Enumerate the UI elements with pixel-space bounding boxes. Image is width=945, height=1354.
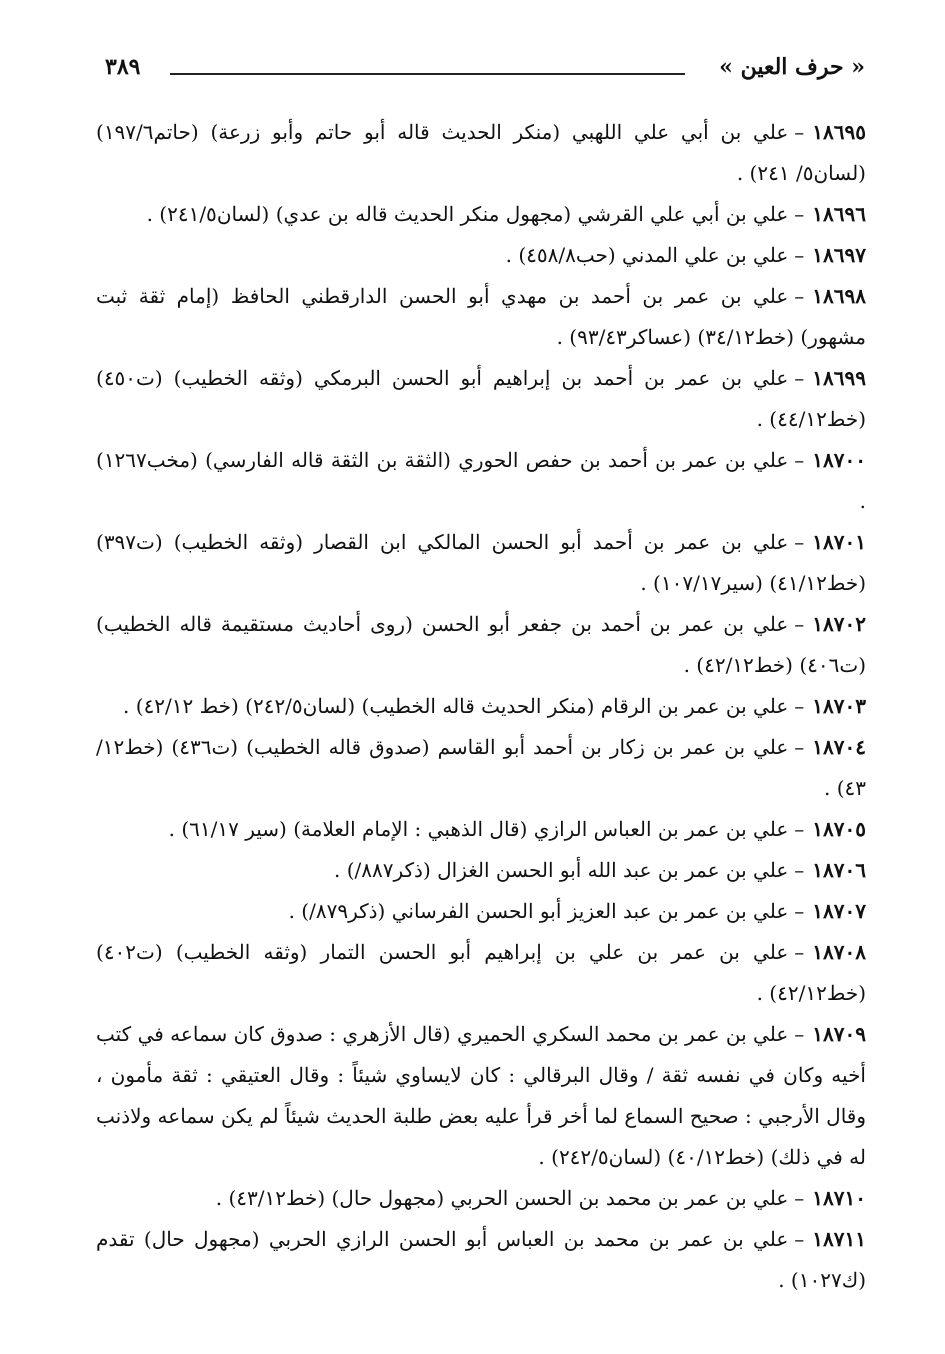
entry-text: علي بن عمر بن العباس الرازي (قال الذهبي : الإمام العلامة) (سير ٦١/١٧) . bbox=[168, 817, 789, 841]
list-item bbox=[96, 686, 866, 727]
entry-number: ١٨٧٠٨ bbox=[812, 940, 866, 964]
entry-separator: – bbox=[794, 858, 805, 882]
entry-text: علي بن عمر بن محمد بن العباس أبو الحسن الرازي الحربي (مجهول حال) تقدم (ك١٠٢٧) . bbox=[96, 1227, 866, 1292]
entry-separator: – bbox=[794, 1227, 805, 1251]
entry-text: علي بن عمر بن أحمد بن مهدي أبو الحسن الدارقطني الحافظ (إمام ثقة ثبت مشهور) (خط٣٤/١٢) (عساكر٩٣/٤٣) . bbox=[96, 284, 866, 349]
entry-text: علي بن عمر بن أحمد بن حفص الحوري (الثقة بن الثقة قاله الفارسي) (مخب١٢٦٧) . bbox=[96, 448, 866, 513]
entry-number: ١٨٦٩٧ bbox=[812, 243, 866, 267]
list-item bbox=[96, 522, 866, 604]
chapter-title: « حرف العين » bbox=[719, 54, 865, 80]
list-item bbox=[96, 604, 866, 686]
list-item bbox=[96, 194, 866, 235]
entry-text: علي بن عمر بن علي بن إبراهيم أبو الحسن التمار (وثقه الخطيب) (ت٤٠٢) (خط٤٢/١٢) . bbox=[96, 940, 866, 1005]
list-item bbox=[96, 440, 866, 522]
page-header bbox=[105, 54, 865, 94]
entry-number: ١٨٧٠١ bbox=[812, 530, 866, 554]
list-item bbox=[96, 1014, 866, 1178]
entry-separator: – bbox=[794, 366, 805, 390]
page-number: ٣٨٩ bbox=[105, 54, 141, 80]
entry-separator: – bbox=[794, 448, 805, 472]
entry-number: ١٨٧٠٠ bbox=[812, 448, 866, 472]
entry-text: علي بن أبي علي القرشي (مجهول منكر الحديث قاله بن عدي) (لسان٢٤١/٥) . bbox=[146, 202, 789, 226]
entry-number: ١٨٦٩٩ bbox=[812, 366, 866, 390]
entry-separator: – bbox=[794, 120, 805, 144]
list-item bbox=[96, 850, 866, 891]
list-item bbox=[96, 891, 866, 932]
entry-text: علي بن عمر بن عبد العزيز أبو الحسن الفرساني (ذكر٨٧٩/) . bbox=[288, 899, 789, 923]
entry-text: علي بن أبي علي اللهبي (منكر الحديث قاله أبو حاتم وأبو زرعة) (حاتم١٩٧/٦) (لسان٥/ ٢٤١) . bbox=[96, 120, 866, 185]
entry-separator: – bbox=[794, 735, 805, 759]
entry-number: ١٨٧٠٦ bbox=[812, 858, 866, 882]
entry-separator: – bbox=[794, 1022, 805, 1046]
entry-number: ١٨٧٠٣ bbox=[812, 694, 866, 718]
entry-number: ١٨٧٠٩ bbox=[812, 1022, 866, 1046]
list-item bbox=[96, 235, 866, 276]
list-item bbox=[96, 932, 866, 1014]
entry-list bbox=[96, 112, 866, 1301]
entry-separator: – bbox=[794, 530, 805, 554]
list-item bbox=[96, 358, 866, 440]
entry-number: ١٨٧٠٤ bbox=[812, 735, 867, 759]
entry-number: ١٨٧٠٥ bbox=[812, 817, 866, 841]
entry-number: ١٨٧١١ bbox=[812, 1227, 866, 1251]
list-item bbox=[96, 809, 866, 850]
entry-number: ١٨٦٩٦ bbox=[812, 202, 866, 226]
list-item bbox=[96, 1219, 866, 1301]
entry-number: ١٨٦٩٥ bbox=[812, 120, 866, 144]
list-item bbox=[96, 1178, 866, 1219]
entry-text: علي بن عمر بن أحمد بن جفعر أبو الحسن (روى أحاديث مستقيمة قاله الخطيب) (ت٤٠٦) (خط٤٢/١٢) . bbox=[96, 612, 866, 677]
entry-separator: – bbox=[794, 694, 805, 718]
entry-number: ١٨٧٠٢ bbox=[812, 612, 866, 636]
entry-text: علي بن عمر بن محمد بن الحسن الحربي (مجهول حال) (خط٤٣/١٢) . bbox=[215, 1186, 789, 1210]
entry-text: علي بن عمر بن زكار بن أحمد أبو القاسم (صدوق قاله الخطيب) (ت٤٣٦) (خط١٢/ ٤٣) . bbox=[96, 735, 866, 800]
header-rule bbox=[170, 73, 685, 75]
list-item bbox=[96, 727, 866, 809]
entry-text: علي بن عمر بن عبد الله أبو الحسن الغزال (ذكر٨٨٧/) . bbox=[333, 858, 789, 882]
entry-separator: – bbox=[794, 1186, 805, 1210]
entry-text: علي بن عمر بن محمد السكري الحميري (قال الأزهري : صدوق كان سماعه في كتب أخيه وكان في نفسه ثقة / وقال البرقالي : كان لايساوي شيئاً : وقال العتيقي : ثقة مأمون ، وقال الأرجبي : صحيح السماع لما أخر قرأ عليه بعض طلبة الحديث شيئاً لم يكن سماعه ولاذنب له في ذلك) (خط٤٠/١٢) (لسان٢٤٢/٥) . bbox=[96, 1022, 866, 1169]
entry-separator: – bbox=[794, 284, 805, 308]
list-item bbox=[96, 112, 866, 194]
entry-separator: – bbox=[794, 202, 805, 226]
entry-separator: – bbox=[794, 612, 805, 636]
entry-number: ١٨٧١٠ bbox=[812, 1186, 866, 1210]
entry-text: علي بن عمر بن أحمد أبو الحسن المالكي ابن القصار (وثقه الخطيب) (ت٣٩٧) (خط٤١/١٢) (سير١٠٧/١٧) . bbox=[96, 530, 866, 595]
entry-number: ١٨٧٠٧ bbox=[812, 899, 866, 923]
entry-separator: – bbox=[794, 899, 805, 923]
entry-number: ١٨٦٩٨ bbox=[812, 284, 866, 308]
entry-text: علي بن عمر بن أحمد بن إبراهيم أبو الحسن البرمكي (وثقه الخطيب) (ت٤٥٠) (خط٤٤/١٢) . bbox=[96, 366, 866, 431]
entry-separator: – bbox=[794, 817, 805, 841]
entry-separator: – bbox=[794, 243, 805, 267]
entry-text: علي بن علي المدني (حب٤٥٨/٨) . bbox=[505, 243, 789, 267]
entry-text: علي بن عمر بن الرقام (منكر الحديث قاله الخطيب) (لسان٢٤٢/٥) (خط ٤٢/١٢) . bbox=[123, 694, 789, 718]
entry-separator: – bbox=[794, 940, 805, 964]
list-item bbox=[96, 276, 866, 358]
